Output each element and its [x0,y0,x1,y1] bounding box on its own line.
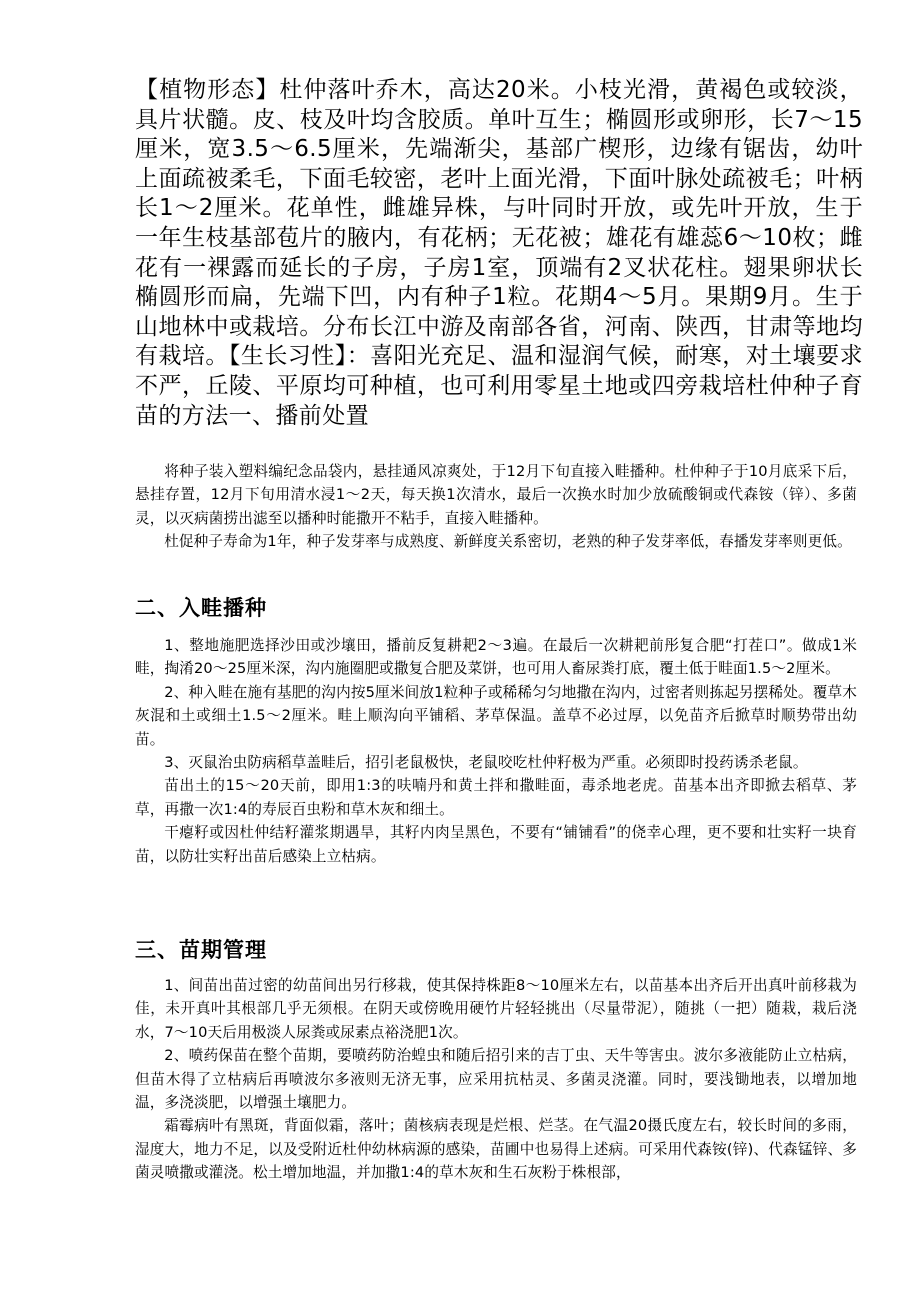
paragraph: 2、种入畦在施有基肥的沟内按5厘米间放1粒种子或稀稀匀匀地撒在沟内，过密者则拣起另摆稀处。覆草木灰混和土或细土1.5～2厘米。畦上顺沟向平铺稻、茅草保温。盖草不必过厚，以免苗齐后掀草时顺势带出幼苗。 [135,683,857,748]
section-seedling-management [135,974,857,1185]
paragraph: 1、间苗出苗过密的幼苗间出另行移栽，使其保持株距8～10厘米左右，以苗基本出齐后开出真叶前移栽为佳，未开真叶其根部几乎无须根。在阴天或傍晚用硬竹片轻轻挑出（尽量带泥），随挑（一把）随栽，栽后浇水，7～10天后用极淡人尿粪或尿素点裕浇肥1次。 [135,977,857,1041]
section-seed-treatment [135,460,857,554]
paragraph: 1、整地施肥选择沙田或沙壤田，播前反复耕耙2～3遍。在最后一次耕耙前彤复合肥“打茬口”。做成1米畦，掏淆20～25厘米深，沟内施圈肥或撒复合肥及菜饼，也可用人畜尿粪打底，覆土低于畦面1.5～2厘米。 [135,637,857,678]
paragraph: 将种子装入塑料编纪念品袋内，悬挂通风凉爽处，于12月下旬直接入畦播种。杜仲种子于10月底采下后，悬挂存置，12月下旬用清水浸1～2天，每天换1次清水，最后一次换水时加少放硫酸铜或代森铵（锌）、多菌灵，以灭病菌捞出滤至以播种时能撒开不粘手，直接入畦播种。 [135,463,857,527]
paragraph: 杜促种子寿命为1年，种子发芽率与成熟度、新鲜度关系密切，老熟的种子发芽率低，春播发芽率则更低。 [164,533,852,551]
paragraph: 3、灭鼠治虫防病稻草盖畦后，招引老鼠极快，老鼠咬吃杜仲籽极为严重。必须即时投药诱杀老鼠。 [164,754,808,772]
section-sowing [135,634,857,868]
section-heading-seedling-management: 三、苗期管理 [135,938,267,962]
paragraph: 干瘪籽或因杜仲结籽灌浆期遇旱，其籽内肉呈黑色，不要有“铺铺看”的侥幸心理，更不要和壮实籽一块育苗，以防壮实籽出苗后感染上立枯病。 [135,824,857,865]
paragraph: 霜霉病叶有黑斑，背面似霜，落叶；菌核病表现是烂根、烂茎。在气温20摄氏度左右，较长时间的多雨，湿度大，地力不足，以及受附近杜仲幼林病源的感染，苗圃中也易得上述病。可采用代森铵(锌)、代森锰锌、多菌灵喷撒或灌浇。松土增加地温，并加撒1:4的草木灰和生石灰粉于株根部， [135,1117,857,1182]
section-heading-sowing: 二、入畦播种 [135,596,267,620]
paragraph: 2、喷药保苗在整个苗期，要喷药防治蝗虫和随后招引来的吉丁虫、天牛等害虫。波尔多液能防止立枯病，但苗木得了立枯病后再喷波尔多液则无济无事，应采用抗枯灵、多菌灵浇灌。同时，要浅锄地表，以增加地温，多浇淡肥，以增强土壤肥力。 [135,1047,857,1112]
plant-morphology-intro: 【植物形态】杜仲落叶乔木，高达20米。小枝光滑，黄褐色或较淡，具片状髓。皮、枝及叶均含胶质。单叶互生；椭圆形或卵形，长7～15厘米，宽3.5～6.5厘米，先端渐尖，基部广楔形，边缘有锯齿，幼叶上面疏被柔毛，下面毛较密，老叶上面光滑，下面叶脉处疏被毛；叶柄长1～2厘米。花单性，雌雄异株，与叶同时开放，或先叶开放，生于一年生枝基部苞片的腋内，有花柄；无花被；雄花有雄蕊6～10枚；雌花有一裸露而延长的子房，子房1室，顶端有2叉状花柱。翅果卵状长椭圆形而扁，先端下凹，内有种子1粒。花期4～5月。果期9月。生于山地林中或栽培。分布长江中游及南部各省，河南、陕西，甘肃等地均有栽培。【生长习性】：喜阳光充足、温和湿润气候，耐寒，对土壤要求不严，丘陵、平原均可种植，也可利用零星土地或四旁栽培杜仲种子育苗的方法一、播前处置 [135,77,863,429]
paragraph: 苗出土的15～20天前，即用1:3的呋喃丹和黄土拌和撒畦面，毒杀地老虎。苗基本出齐即掀去稻草、茅草，再撒一次1:4的寿辰百虫粉和草木灰和细土。 [135,777,857,818]
